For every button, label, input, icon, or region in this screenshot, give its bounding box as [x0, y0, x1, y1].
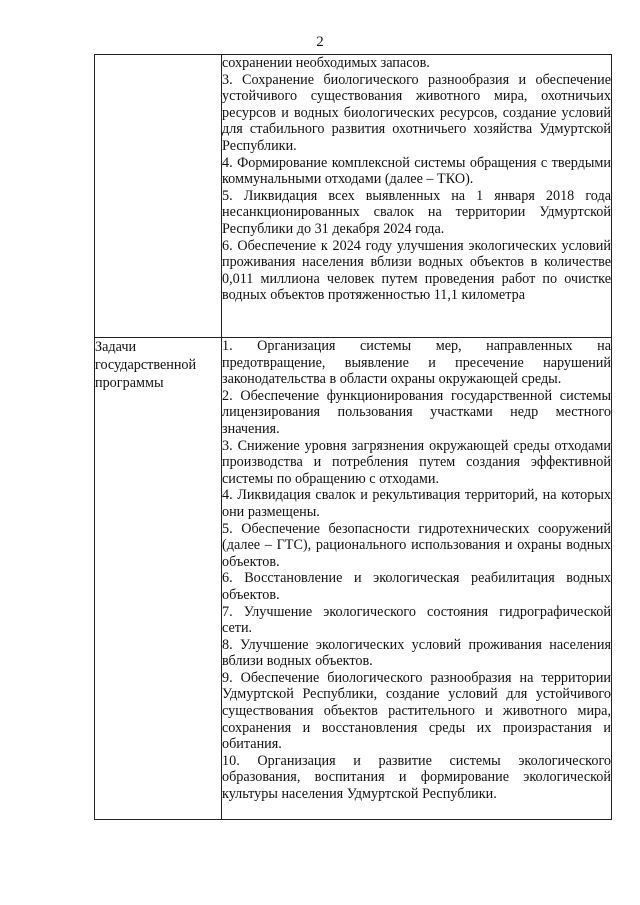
- task-item: 6. Восстановление и экологическая реабилитация водных объектов.: [222, 570, 611, 603]
- goal-item: 6. Обеспечение к 2024 году улучшения экологических условий проживания населения вблизи водных объектов в количестве 0,011 миллиона человек путем проведения работ по очистке водных объектов протяженностью 11,1 километра: [222, 237, 611, 304]
- goals-row: [95, 55, 612, 338]
- goals-row-content: [222, 55, 612, 338]
- task-item: 3. Снижение уровня загрязнения окружающей среды отходами производства и потребления путем создания эффективной системы по обращению с отходами.: [222, 437, 611, 487]
- task-item: 8. Улучшение экологических условий проживания населения вблизи водных объектов.: [222, 636, 611, 670]
- tasks-row-content: [222, 338, 612, 820]
- program-passport-table: [94, 54, 612, 820]
- goal-item: 4. Формирование комплексной системы обращения с твердыми коммунальными отходами (далее – ТКО).: [222, 154, 611, 188]
- goals-row-label: [95, 55, 222, 338]
- tasks-row: [95, 338, 612, 820]
- task-item: 5. Обеспечение безопасности гидротехнических сооружений (далее – ГТС), рационального использования и охраны водных объектов.: [222, 520, 611, 570]
- task-item: 9. Обеспечение биологического разнообразия на территории Удмуртской Республики, создание условий для устойчивого существования объектов растительного и животного мира, сохранения и восстановления среды их произрастания и обитания.: [222, 669, 611, 753]
- page-number: 2: [316, 34, 324, 50]
- task-item: 10. Организация и развитие системы экологического образования, воспитания и формирование экологической культуры населения Удмуртской Республики.: [222, 752, 611, 803]
- task-item: 7. Улучшение экологического состояния гидрографической сети.: [222, 603, 611, 637]
- goal-item: 3. Сохранение биологического разнообразия и обеспечение устойчивого существования животного мира, охотничьих ресурсов и водных биологических ресурсов, создание условий для стабильного развития охотничьего хозяйства Удмуртской Республики.: [222, 71, 611, 154]
- goal-item: 5. Ликвидация всех выявленных на 1 января 2018 года несанкционированных свалок на территории Удмуртской Республики до 31 декабря 2024 года.: [222, 187, 611, 237]
- task-item: 2. Обеспечение функционирования государственной системы лицензирования пользования участками недр местного значения.: [222, 387, 611, 437]
- task-item: 1. Организация системы мер, направленных на предотвращение, выявление и пресечение нарушений законодательства в области охраны окружающей среды.: [222, 338, 611, 388]
- goal-item: сохранении необходимых запасов.: [222, 55, 430, 71]
- tasks-row-label: Задачи государственной программы: [95, 338, 222, 820]
- task-item: 4. Ликвидация свалок и рекультивация территорий, на которых они размещены.: [222, 487, 611, 520]
